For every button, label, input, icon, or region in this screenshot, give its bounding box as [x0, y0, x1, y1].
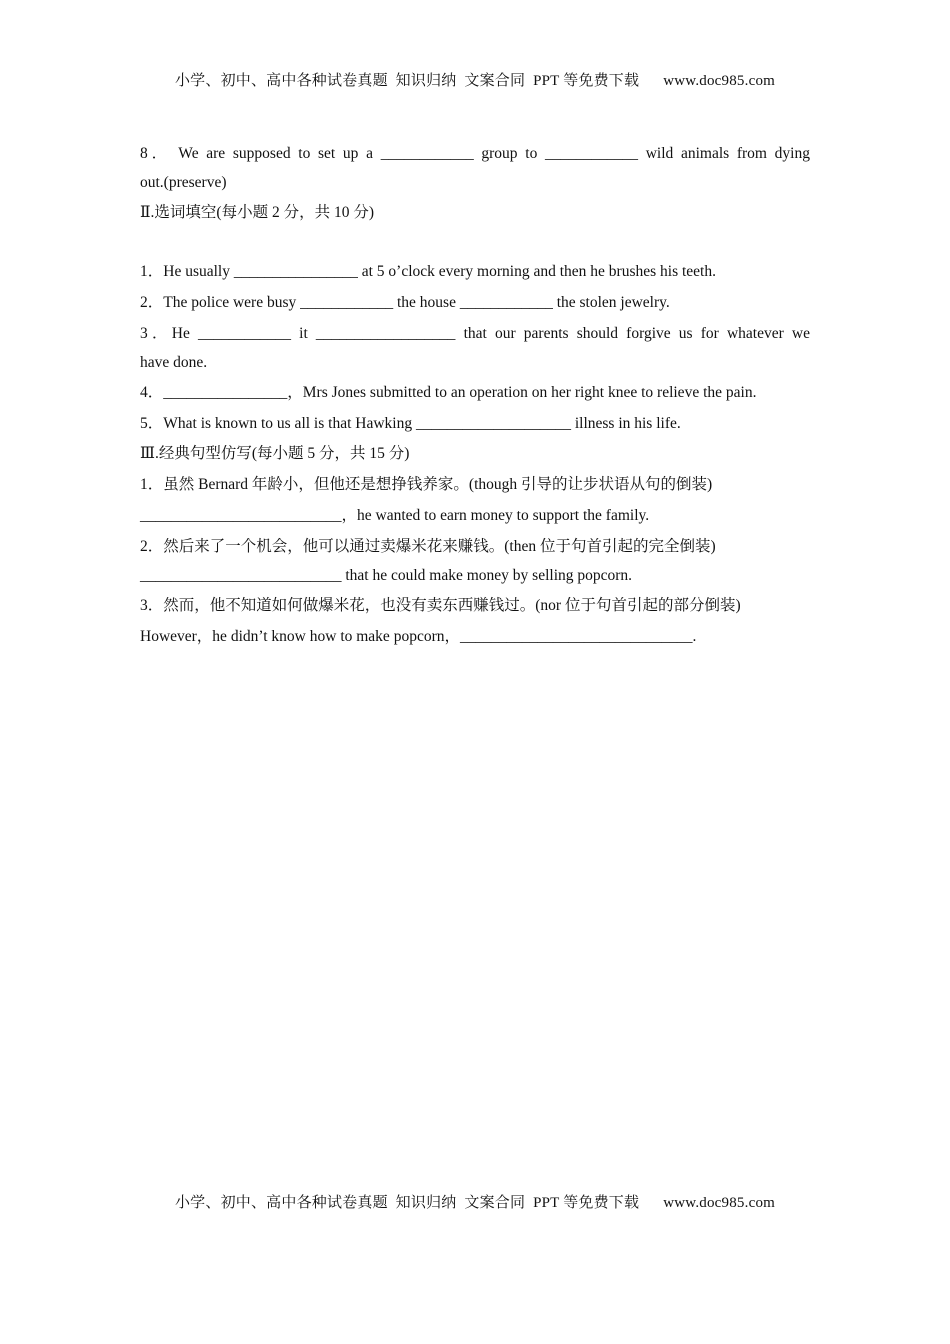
header-site-link[interactable]: www.doc985.com	[663, 73, 776, 89]
section-3-question-3-answer: However，he didn’t know how to make popcorn，______________________________.	[140, 628, 697, 645]
question-8-line-2: out.(preserve)	[140, 174, 227, 191]
section-2-question-2: 2．The police were busy ____________ the house ____________ the stolen jewelry.	[140, 294, 670, 311]
footer-site-link[interactable]: www.doc985.com	[663, 1195, 776, 1211]
section-2-heading: Ⅱ.选词填空(每小题 2 分，共 10 分)	[140, 204, 374, 221]
section-2-question-1: 1．He usually ________________ at 5 o’clock every morning and then he brushes his teeth.	[140, 263, 716, 280]
section-3-heading: Ⅲ.经典句型仿写(每小题 5 分，共 15 分)	[140, 445, 410, 462]
footer-text: 小学、初中、高中各种试卷真题 知识归纳 文案合同 PPT 等免费下载	[174, 1195, 640, 1211]
section-3-question-2-answer: __________________________ that he could make money by selling popcorn.	[140, 567, 633, 584]
section-2-question-4: 4．________________，Mrs Jones submitted to an operation on her right knee to relieve the pain.	[140, 384, 757, 401]
section-3-question-2-prompt: 2．然后来了一个机会，他可以通过卖爆米花来赚钱。(then 位于句首引起的完全倒装)	[140, 538, 716, 555]
page-header	[0, 69, 950, 90]
section-2-question-5: 5．What is known to us all is that Hawking ____________________ illness in his life.	[140, 415, 681, 432]
header-text: 小学、初中、高中各种试卷真题 知识归纳 文案合同 PPT 等免费下载	[174, 73, 640, 89]
section-3-question-1-answer: __________________________，he wanted to earn money to support the family.	[140, 507, 650, 524]
section-2-question-3-line-1: 3．He ____________ it __________________ that our parents should forgive us for whatever we	[140, 325, 810, 342]
page-footer	[0, 1191, 950, 1212]
question-8-line-1: 8． We are supposed to set up a ____________ group to ____________ wild animals from dying	[140, 145, 810, 162]
section-3-question-1-prompt: 1．虽然 Bernard 年龄小，但他还是想挣钱养家。(though 引导的让步状语从句的倒装)	[140, 476, 713, 493]
section-2-question-3-line-2: have done.	[140, 354, 208, 371]
section-3-question-3-prompt: 3．然而，他不知道如何做爆米花，也没有卖东西赚钱过。(nor 位于句首引起的部分倒装)	[140, 597, 741, 614]
